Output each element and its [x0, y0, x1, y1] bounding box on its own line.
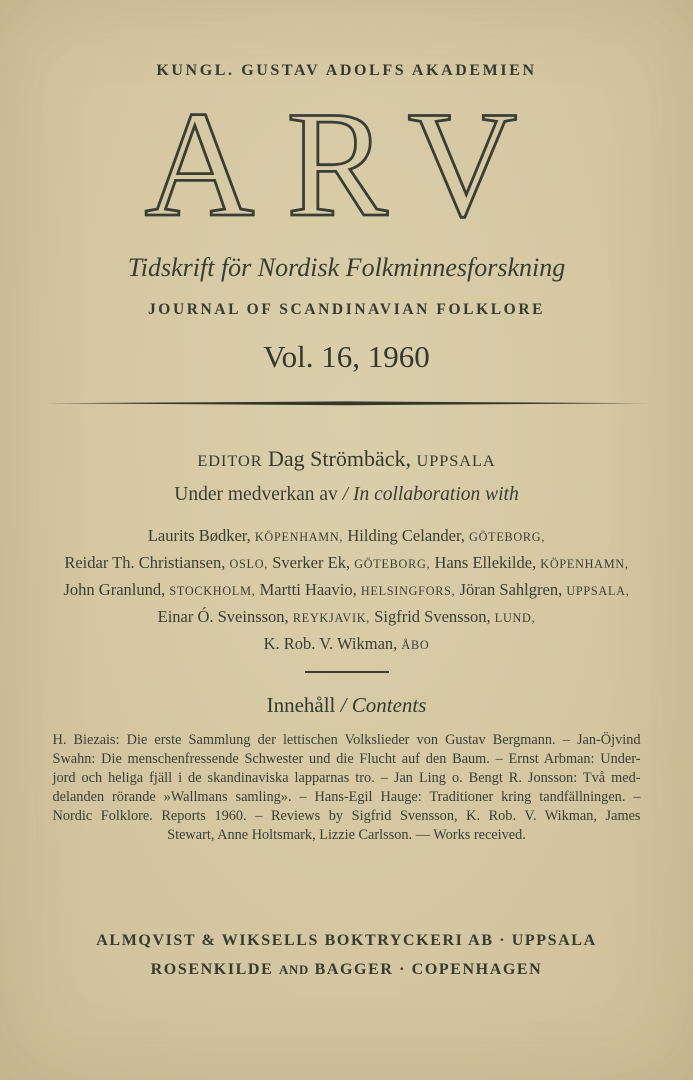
swelled-rule: [0, 401, 693, 406]
collaborators-list: [0, 523, 693, 658]
contents-line: Swahn: Die menschenfressende Schwester und die Flucht auf den Baum. – Ernst Arbman: Under-: [52, 751, 641, 767]
journal-subtitle-english: JOURNAL OF SCANDINAVIAN FOLKLORE: [147, 301, 546, 318]
imprint-line-uppsala: ALMQVIST & WIKSELLS BOKTRYCKERI AB · UPPSALA: [96, 932, 597, 949]
volume-year-line: Vol. 16, 1960: [263, 339, 430, 374]
collaborators-line-1: Laurits Bødker, KÖPENHAMN, Hilding Celander, GÖTEBORG,: [147, 526, 546, 545]
editor-line: EDITOR Dag Strömbäck, UPPSALA: [197, 446, 496, 471]
journal-subtitle-swedish: Tidskrift för Nordisk Folkminnesforskning: [127, 253, 566, 282]
contents-summary-paragraph: [53, 731, 641, 845]
collaborators-line-4: Einar Ó. Sveinsson, REYKJAVIK, Sigfrid Svensson, LUND,: [157, 607, 536, 626]
collaborators-line-3: John Granlund, STOCKHOLM, Martti Haavio, HELSINGFORS, Jöran Sahlgren, UPPSALA,: [63, 580, 630, 599]
academy-name: KUNGL. GUSTAV ADOLFS AKADEMIEN: [156, 62, 537, 79]
journal-logo: [0, 80, 693, 248]
contents-line: delanden rörande »Wallmans samling». – Hans-Egil Hauge: Traditioner kring tandfällningen. –: [52, 789, 641, 805]
section-divider-rule: [305, 671, 389, 673]
contents-line: Stewart, Anne Holtsmark, Lizzie Carlsson. — Works received.: [167, 827, 526, 843]
collaboration-line: Under medverkan av / In collaboration with: [174, 484, 519, 505]
imprint-line-copenhagen: ROSENKILDE AND BAGGER · COPENHAGEN: [150, 961, 543, 978]
contents-heading: Innehåll / Contents: [266, 693, 427, 717]
contents-line: Nordic Folklore. Reports 1960. – Reviews by Sigfrid Svensson, K. Rob. V. Wikman, James: [52, 808, 641, 824]
collaborators-line-5: K. Rob. V. Wikman, ÅBO: [263, 634, 430, 653]
printer-imprint: [0, 929, 693, 982]
contents-line: H. Biezais: Die erste Sammlung der lettischen Volkslieder von Gustav Bergmann. – Jan-Öjvind: [52, 732, 641, 748]
collaborators-line-2: Reidar Th. Christiansen, OSLO, Sverker Ek, GÖTEBORG, Hans Ellekilde, KÖPENHAMN,: [64, 553, 629, 572]
arv-logo-text: ARV: [144, 80, 549, 248]
contents-line: jord och heliga fjäll i de skandinaviska lapparnas tro. – Jan Ling o. Bengt R. Jonsson: Två med-: [52, 770, 641, 786]
arv-outline-letters: [132, 80, 562, 248]
